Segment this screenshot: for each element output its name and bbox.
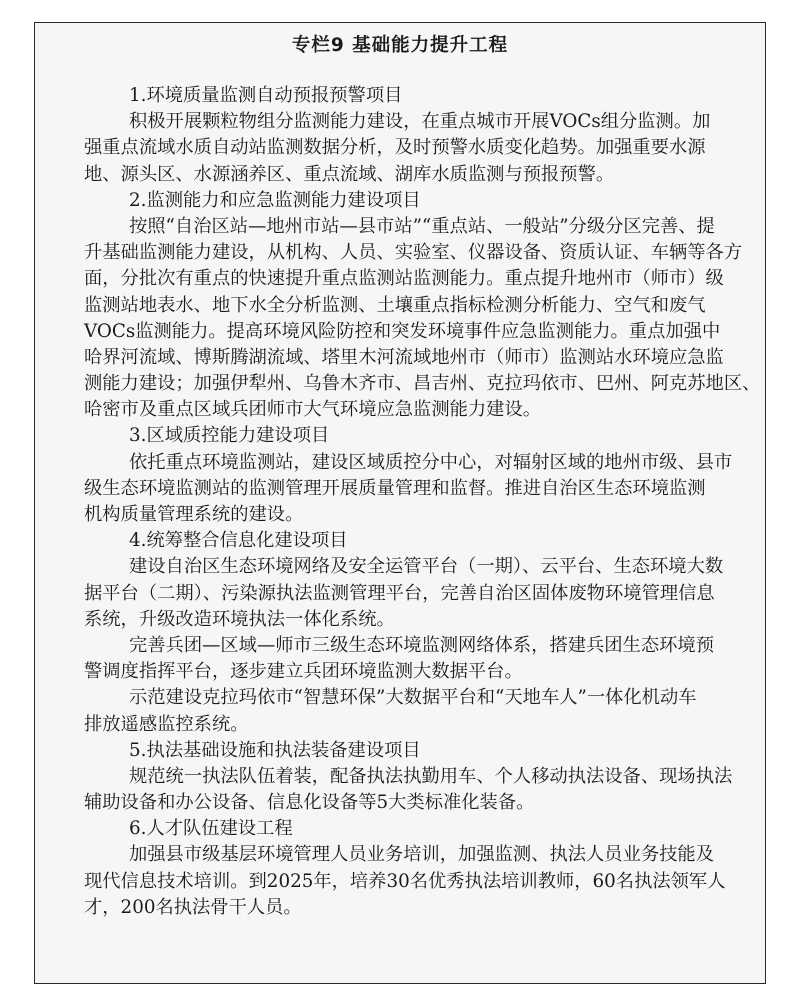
paragraph-line: 升基础监测能力建设，从机构、人员、实验室、仪器设备、资质认证、车辆等各方 — [84, 242, 743, 264]
paragraph-line: 警调度指挥平台，逐步建立兵团环境监测大数据平台。 — [84, 661, 523, 683]
paragraph-line: 现代信息技术培训。到2025年，培养30名优秀执法培训教师，60名执法领军人 — [84, 870, 726, 892]
paragraph-line: 示范建设克拉玛依市“智慧环保”大数据平台和“天地车人”一体化机动车 — [129, 687, 697, 709]
section-heading: 6.人才队伍建设工程 — [129, 818, 293, 840]
paragraph-line: 哈界河流域、博斯腾湖流域、塔里木河流域地州市（师市）监测站水环境应急监 — [84, 346, 724, 368]
paragraph-line: 机构质量管理系统的建设。 — [84, 504, 304, 525]
column-box — [34, 22, 766, 984]
paragraph-line: VOCs监测能力。提高环境风险防控和突发环境事件应急监测能力。重点加强中 — [84, 320, 721, 342]
paragraph-line: 依托重点环境监测站，建设区域质控分中心，对辐射区域的地州市级、县市 — [129, 451, 733, 473]
paragraph-line: 面，分批次有重点的快速提升重点监测站监测能力。重点提升地州市（师市）级 — [84, 268, 724, 290]
section-heading: 4.统筹整合信息化建设项目 — [129, 530, 348, 552]
column-content — [84, 83, 760, 921]
paragraph-line: 系统，升级改造环境执法一体化系统。 — [84, 608, 395, 630]
paragraph-line: 哈密市及重点区域兵团师市大气环境应急监测能力建设。 — [84, 399, 542, 421]
section-heading: 5.执法基础设施和执法装备建设项目 — [129, 739, 421, 761]
column-title: 专栏9 基础能力提升工程 — [291, 35, 509, 56]
paragraph-line: 辅助设备和办公设备、信息化设备等5大类标准化装备。 — [84, 792, 535, 814]
paragraph-line: 监测站地表水、地下水全分析监测、土壤重点指标检测分析能力、空气和废气 — [84, 294, 706, 316]
section-heading: 2.监测能力和应急监测能力建设项目 — [129, 189, 421, 211]
paragraph-line: 加强县市级基层环境管理人员业务培训，加强监测、执法人员业务技能及 — [129, 844, 714, 866]
paragraph-line: 规范统一执法队伍着装，配备执法执勤用车、个人移动执法设备、现场执法 — [129, 765, 733, 787]
paragraph-line: 建设自治区生态环境网络及安全运管平台（一期）、云平台、生态环境大数 — [129, 556, 724, 578]
paragraph-line: 积极开展颗粒物组分监测能力建设，在重点城市开展VOCs组分监测。加 — [129, 111, 711, 133]
section-heading: 3.区域质控能力建设项目 — [129, 425, 330, 447]
paragraph-line: 据平台（二期）、污染源执法监测管理平台，完善自治区固体废物环境管理信息 — [84, 582, 715, 604]
paragraph-line: 按照“自治区站—地州市站—县市站”“重点站、一般站”分级分区完善、提 — [129, 215, 715, 237]
section-heading: 1.环境质量监测自动预报预警项目 — [129, 85, 403, 106]
paragraph-line: 地、源头区、水源涵养区、重点流域、湖库水质监测与预报预警。 — [84, 163, 615, 185]
paragraph-line: 才，200名执法骨干人员。 — [84, 896, 302, 918]
paragraph-line: 级生态环境监测站的监测管理开展质量管理和监督。推进自治区生态环境监测 — [84, 477, 706, 499]
paragraph-line: 完善兵团—区域—师市三级生态环境监测网络体系，搭建兵团生态环境预 — [129, 634, 714, 656]
paragraph-line: 测能力建设；加强伊犁州、乌鲁木齐市、昌吉州、克拉玛依市、巴州、阿克苏地区、 — [84, 373, 761, 395]
paragraph-line: 强重点流域水质自动站监测数据分析，及时预警水质变化趋势。加强重要水源 — [84, 137, 706, 159]
paragraph-line: 排放遥感监控系统。 — [84, 713, 249, 735]
